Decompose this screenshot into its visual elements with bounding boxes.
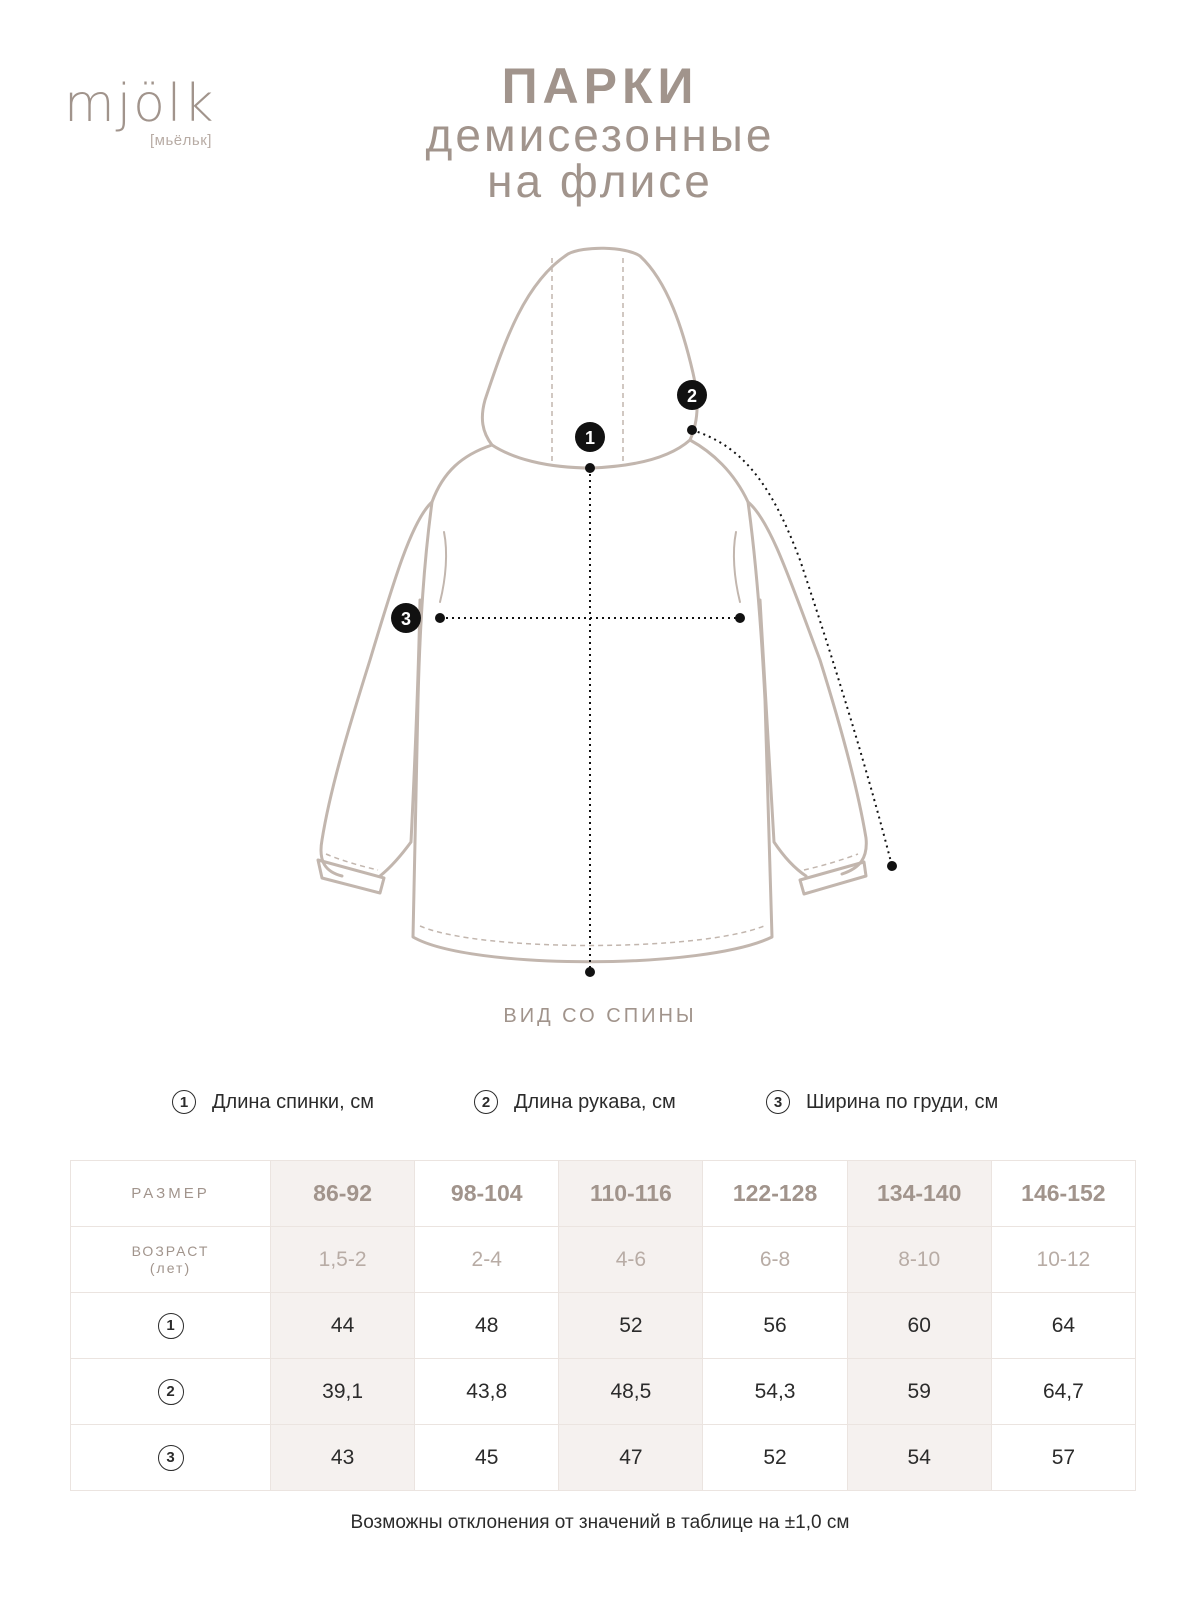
value-cell: 48 [415, 1293, 559, 1359]
value-cell: 45 [415, 1425, 559, 1491]
value-cell: 54 [847, 1425, 991, 1491]
value-cell: 57 [991, 1425, 1135, 1491]
brand-name: mjölk [64, 74, 216, 134]
number-circle-icon: 3 [766, 1090, 790, 1114]
body-outline [413, 440, 772, 962]
age-row-label: ВОЗРАСТ (лет) [71, 1227, 271, 1293]
brand-subtitle: [мьёльк] [150, 132, 212, 149]
size-row-label: РАЗМЕР [71, 1161, 271, 1227]
view-caption: ВИД СО СПИНЫ [503, 1005, 697, 1027]
title-line-2: на флисе [487, 155, 713, 207]
value-cell: 43 [271, 1425, 415, 1491]
left-cuff-stitch [326, 854, 378, 870]
age-cell: 4-6 [559, 1227, 703, 1293]
age-cell: 8-10 [847, 1227, 991, 1293]
legend-label: Ширина по груди, см [806, 1090, 999, 1113]
value-cell: 43,8 [415, 1359, 559, 1425]
number-circle-icon: 2 [474, 1090, 498, 1114]
back-length-point-top [585, 463, 595, 473]
legend-item-back-length [172, 1090, 374, 1114]
value-cell: 64 [991, 1293, 1135, 1359]
right-cuff-stitch [804, 854, 858, 870]
legend-item-sleeve-length [474, 1090, 676, 1114]
page-title [330, 58, 870, 207]
title-line-1: демисезонные [425, 109, 775, 161]
left-cuff [318, 860, 384, 893]
marker-1-label: 1 [584, 428, 596, 448]
tolerance-note: Возможны отклонения от значений в таблице на ±1,0 см [350, 1512, 850, 1533]
number-circle-icon: 3 [158, 1445, 184, 1471]
value-cell: 39,1 [271, 1359, 415, 1425]
value-cell: 64,7 [991, 1359, 1135, 1425]
chest-width-point-right [735, 613, 745, 623]
legend-label: Длина рукава, см [514, 1090, 676, 1113]
marker-3-label: 3 [400, 609, 412, 629]
value-cell: 54,3 [703, 1359, 847, 1425]
right-sleeve-inner [760, 600, 806, 876]
parka-back-drawing [0, 230, 1200, 1000]
row-label [71, 1293, 271, 1359]
age-row [71, 1227, 1136, 1293]
hem-stitch [420, 926, 764, 946]
brand-logo [64, 74, 224, 149]
value-cell: 52 [703, 1425, 847, 1491]
measurement-row-sleeve-length [71, 1359, 1136, 1425]
value-cell: 52 [559, 1293, 703, 1359]
size-cell: 86-92 [271, 1161, 415, 1227]
size-cell: 110-116 [559, 1161, 703, 1227]
legend-label: Длина спинки, см [212, 1090, 374, 1113]
age-cell: 10-12 [991, 1227, 1135, 1293]
title-main: ПАРКИ [501, 58, 699, 114]
left-pocket [440, 532, 446, 602]
value-cell: 60 [847, 1293, 991, 1359]
size-row [71, 1161, 1136, 1227]
measurement-row-chest-width [71, 1425, 1136, 1491]
legend-item-chest-width [766, 1090, 998, 1114]
number-circle-icon: 1 [158, 1313, 184, 1339]
age-cell: 6-8 [703, 1227, 847, 1293]
value-cell: 56 [703, 1293, 847, 1359]
row-label [71, 1425, 271, 1491]
value-cell: 44 [271, 1293, 415, 1359]
number-circle-icon: 2 [158, 1379, 184, 1405]
row-label [71, 1359, 271, 1425]
number-circle-icon: 1 [172, 1090, 196, 1114]
value-cell: 48,5 [559, 1359, 703, 1425]
size-table [70, 1160, 1136, 1491]
back-length-point-bottom [585, 967, 595, 977]
value-cell: 47 [559, 1425, 703, 1491]
age-cell: 1,5-2 [271, 1227, 415, 1293]
marker-2-label: 2 [686, 386, 698, 406]
value-cell: 59 [847, 1359, 991, 1425]
right-pocket [734, 532, 740, 602]
measurement-legend [0, 1090, 1200, 1124]
measurement-row-back-length [71, 1293, 1136, 1359]
sleeve-length-line [692, 430, 892, 866]
size-cell: 134-140 [847, 1161, 991, 1227]
size-cell: 146-152 [991, 1161, 1135, 1227]
sleeve-length-point-bottom [887, 861, 897, 871]
size-cell: 98-104 [415, 1161, 559, 1227]
sleeve-length-point-top [687, 425, 697, 435]
age-cell: 2-4 [415, 1227, 559, 1293]
size-cell: 122-128 [703, 1161, 847, 1227]
chest-width-point-left [435, 613, 445, 623]
